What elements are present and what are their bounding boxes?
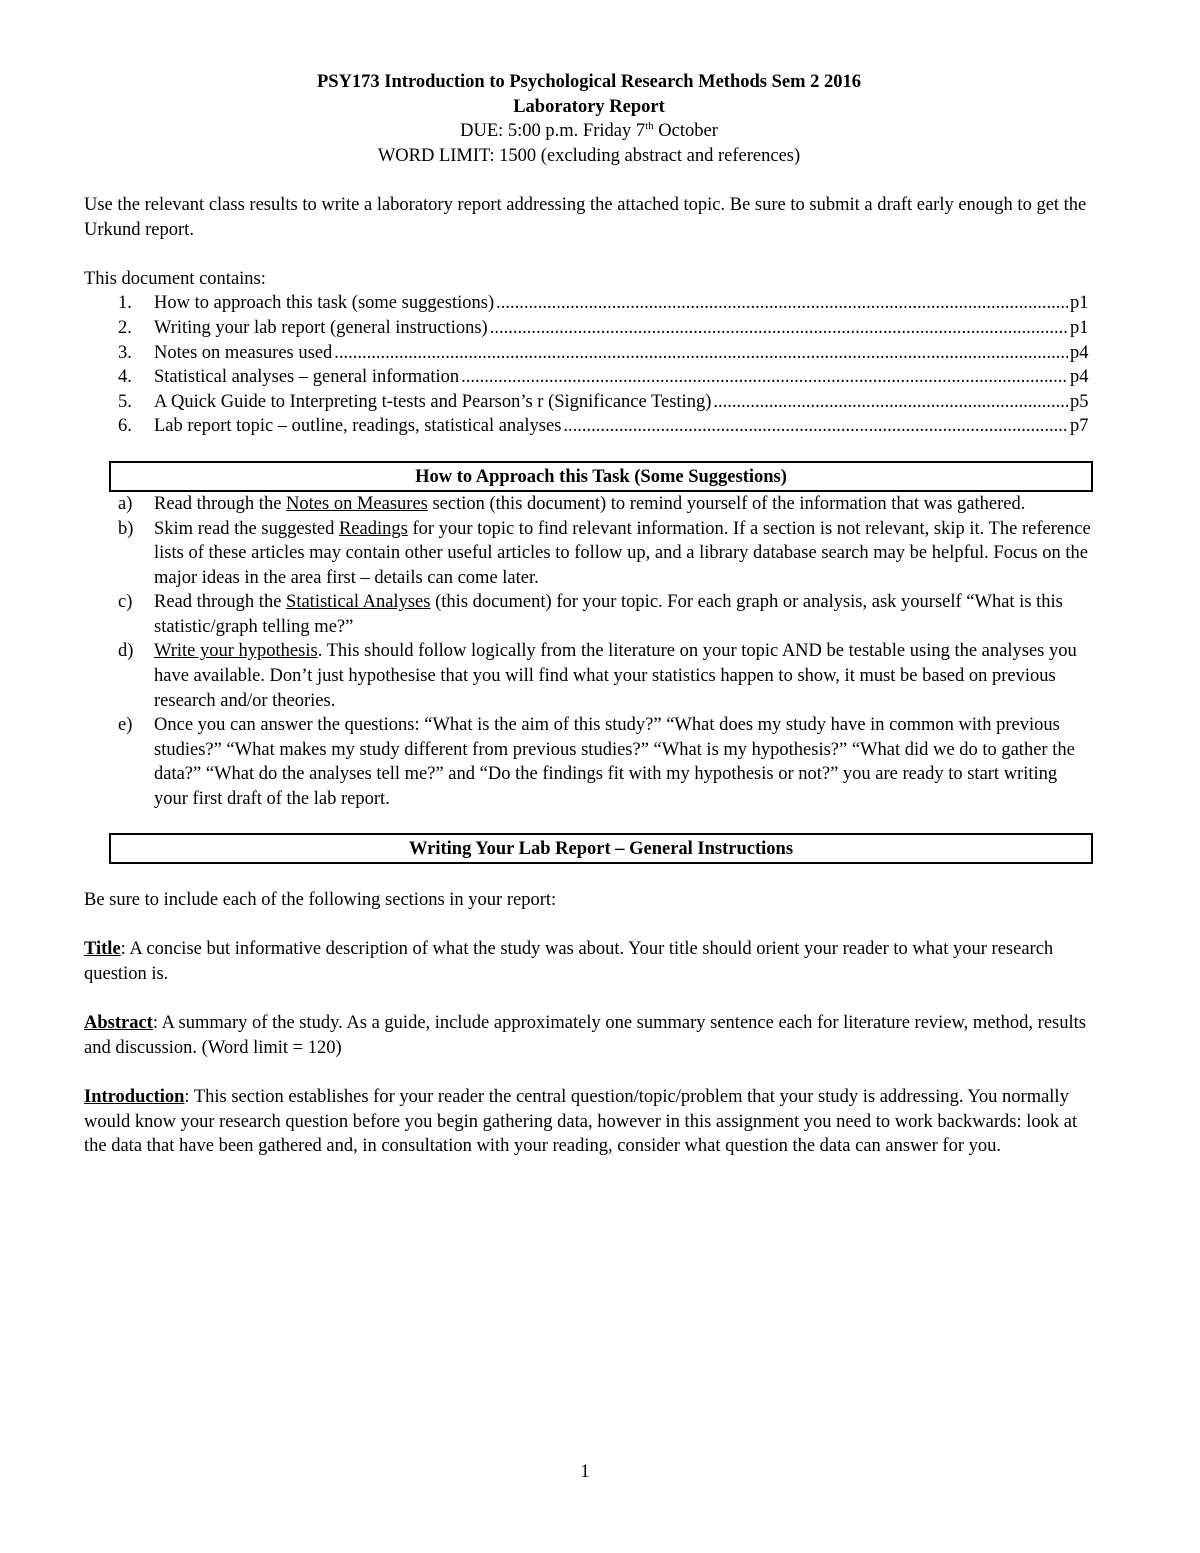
toc-leader	[713, 390, 1068, 415]
toc-leader	[334, 341, 1068, 366]
document-page	[84, 70, 1094, 1159]
approach-heading: How to Approach this Task (Some Suggestions)	[109, 461, 1093, 492]
list-item: a) Read through the Notes on Measures section (this document) to remind yourself of the information that was gathered.	[118, 493, 1026, 514]
section-title: Title: A concise but informative description of what the study was about. Your title should orient your reader to what your research question is.	[84, 939, 1054, 984]
approach-list	[84, 492, 1094, 812]
toc-item: 1. How to approach this task (some suggestions) ..... p1	[84, 291, 1094, 316]
list-item: d) Write your hypothesis. This should follow logically from the literature on your topic AND be testable using the analyses you have available. Don’t just hypothesise that you will find what your statistics happen to show, it must be based on previous research and/or theories.	[118, 641, 1077, 711]
table-of-contents	[84, 291, 1094, 439]
due-date	[84, 119, 1094, 144]
writing-heading: Writing Your Lab Report – General Instructions	[109, 833, 1093, 864]
writing-intro: Be sure to include each of the following sections in your report:	[84, 890, 557, 911]
toc-leader	[461, 365, 1068, 390]
toc-item: 4. Statistical analyses – general information ..... p4	[84, 365, 1094, 390]
toc-leader	[490, 316, 1068, 341]
page-number: 1	[580, 1462, 590, 1482]
list-item: e) Once you can answer the questions: “What is the aim of this study?” “What does my study have in common with previous studies?” “What makes my study different from previous studies?” “What is my hypothesis?” “What did we do to gather the data?” “What do the analyses tell me?” and “Do the findings fit with my hypothesis or not?” you are ready to start writing your first draft of the lab report.	[118, 715, 1075, 810]
due-suffix: October	[653, 121, 718, 142]
list-item: b) Skim read the suggested Readings for your topic to find relevant information. If a section is not relevant, skip it. The reference lists of these articles may contain other useful articles to follow up, and a library database search may be helpful. Focus on the major ideas in the area first – details can come later.	[118, 518, 1091, 588]
due-sup: th	[645, 120, 654, 133]
toc-item: 6. Lab report topic – outline, readings, statistical analyses ..... p7	[84, 414, 1094, 439]
toc-item: 5. A Quick Guide to Interpreting t-tests and Pearson’s r (Significance Testing) ..... p5	[84, 390, 1094, 415]
contains-label: This document contains:	[84, 268, 266, 289]
report-title: Laboratory Report	[513, 96, 665, 117]
due-prefix: DUE: 5:00 p.m. Friday 7	[460, 121, 646, 142]
section-introduction: Introduction: This section establishes for your reader the central question/topic/problem that your study is addressing. You normally would know your research question before you begin gathering data, however in this assignment you need to work backwards: look at the data that have been gathered and, in consultation with your reading, consider what question the data can answer for you.	[84, 1086, 1078, 1157]
word-limit: WORD LIMIT: 1500 (excluding abstract and references)	[377, 145, 801, 166]
intro-paragraph: Use the relevant class results to write a laboratory report addressing the attached topic. Be sure to submit a draft early enough to get the Urkund report.	[84, 194, 1087, 240]
section-abstract: Abstract: A summary of the study. As a guide, include approximately one summary sentence each for literature review, method, results and discussion. (Word limit = 120)	[84, 1013, 1086, 1058]
toc-leader	[563, 414, 1068, 439]
list-item: c) Read through the Statistical Analyses (this document) for your topic. For each graph or analysis, ask yourself “What is this statistic/graph telling me?”	[118, 592, 1063, 637]
toc-item: 2. Writing your lab report (general instructions) ..... p1	[84, 316, 1094, 341]
toc-leader	[496, 291, 1068, 316]
course-title: PSY173 Introduction to Psychological Research Methods Sem 2 2016	[316, 72, 862, 92]
toc-item: 3. Notes on measures used ..... p4	[84, 341, 1094, 366]
